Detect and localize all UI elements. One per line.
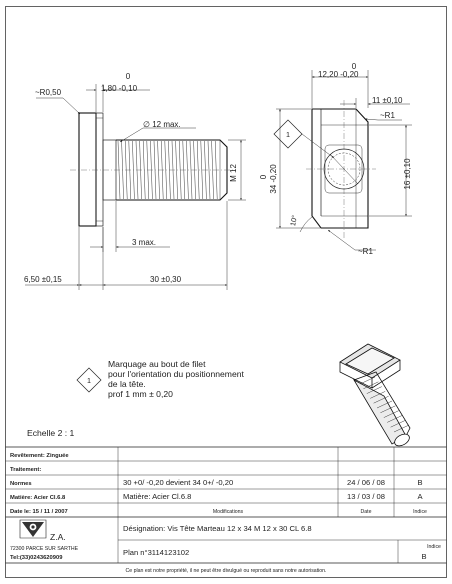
dim-side-width-upper: 0 <box>351 62 357 71</box>
note-line-2: pour l'orientation du positionnement <box>108 369 244 379</box>
marking-note <box>77 359 245 399</box>
isometric-view <box>340 344 411 448</box>
dim-head-radius: ~R0,50 <box>35 88 62 97</box>
company-phone: Tel:(33)0243620909 <box>10 555 63 561</box>
tb-date-b: 24 / 06 / 08 <box>347 478 385 487</box>
dim-radius-lower: ~R1 <box>358 247 373 256</box>
drawing-scale: Echelle 2 : 1 <box>27 428 75 438</box>
dim-side-11: 11 ±0,10 <box>372 96 403 105</box>
bolt-flange <box>96 113 103 226</box>
dim-thread-clearance: 3 max. <box>132 238 157 247</box>
company-logo <box>20 520 46 538</box>
dim-chamfer: ∅ 12 max. <box>143 120 181 129</box>
tb-label-standards: Normes <box>10 481 32 487</box>
tb-label-treatment: Traitement: <box>10 467 42 473</box>
company-address: 72300 PARCE SUR SARTHE <box>10 546 79 552</box>
tb-header-date: Date <box>360 509 372 515</box>
dim-length: 30 ±0,30 <box>150 275 182 284</box>
tb-mod-b: 30 +0/ -0,20 devient 34 0+/ -0,20 <box>123 478 234 487</box>
dim-side-width-lower: 12,20 -0,20 <box>318 70 359 79</box>
dim-head-thickness-lower: 1,80 -0,10 <box>101 84 138 93</box>
tb-header-modifications: Modifications <box>212 509 244 515</box>
company-name: Z.A. <box>50 532 66 542</box>
tb-mod-a: Matière: Acier Cl.6.8 <box>123 492 192 501</box>
dim-radius-upper: ~R1 <box>380 111 395 120</box>
tb-label-coating: Revêtement: Zinguée <box>10 453 69 459</box>
tb-date-a: 13 / 03 / 08 <box>347 492 385 501</box>
dim-thread: M 12 <box>229 164 238 182</box>
tb-header-index: Indice <box>413 509 427 515</box>
dim-head-offset: 6,50 ±0,15 <box>24 275 62 284</box>
t-head-outline <box>312 109 368 228</box>
marking-symbol-number: 1 <box>286 130 290 139</box>
front-view <box>24 72 246 290</box>
tb-plan-number: Plan n°3114123102 <box>123 548 190 557</box>
dim-height-16: 16 ±0,10 <box>403 158 412 190</box>
dim-head-thickness-upper: 0 <box>125 72 131 81</box>
tb-index-b: B <box>417 478 423 487</box>
tb-label-material: Matière: Acier Cl.6.8 <box>10 495 66 501</box>
tb-footer-notice: Ce plan est notre propriété, il ne peut être divulgué ou reproduit sans notre autorisation. <box>125 568 327 574</box>
note-line-3: de la tête. <box>108 379 146 389</box>
tb-index-a: A <box>417 492 423 501</box>
dim-angle: 10° <box>288 214 299 227</box>
note-line-1: Marquage au bout de filet <box>108 359 206 369</box>
tb-indice-value: B <box>421 552 427 561</box>
bolt-head <box>79 113 96 226</box>
tb-designation: Désignation: Vis Tête Marteau 12 x 34 M 12 x 30 CL 6.8 <box>123 524 312 533</box>
tb-indice-label: Indice <box>427 544 441 550</box>
side-view <box>259 62 412 256</box>
tb-label-date: Date le: 15 / 11 / 2007 <box>10 509 68 515</box>
dim-height-34-upper: 0 <box>259 174 268 180</box>
title-block <box>6 447 447 574</box>
note-marker-number: 1 <box>87 376 91 385</box>
note-line-4: prof 1 mm ± 0,20 <box>108 389 173 399</box>
dim-height-34-lower: 34 -0,20 <box>269 164 278 194</box>
